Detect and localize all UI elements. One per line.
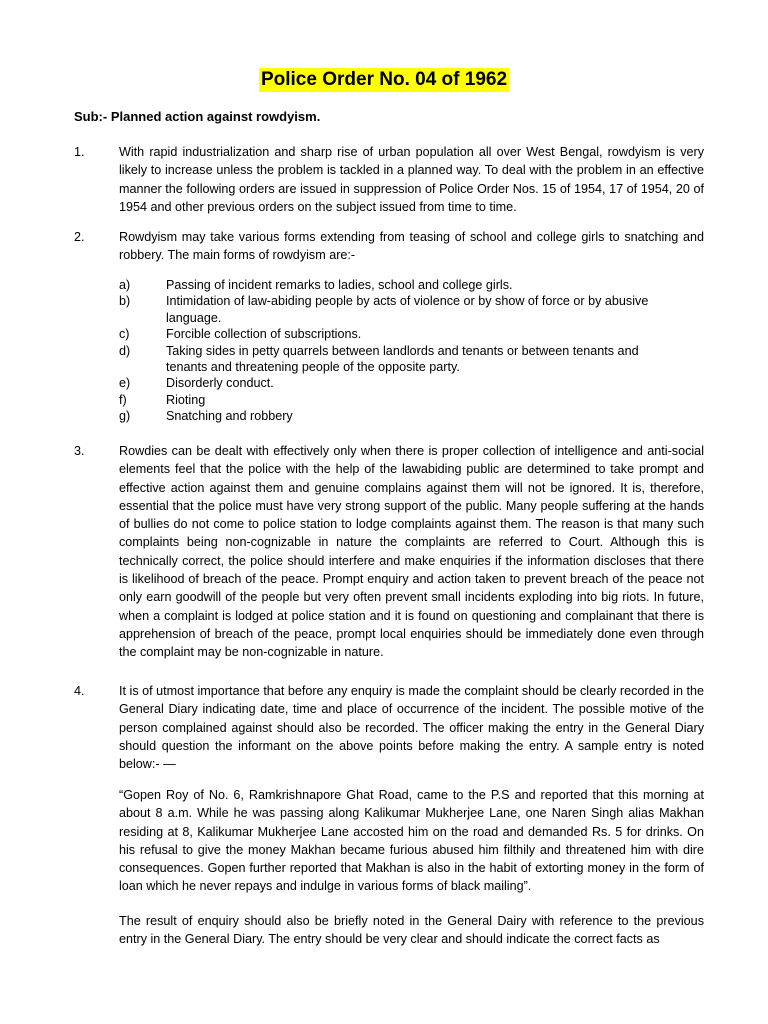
list-item-label: g) <box>119 409 131 424</box>
list-item-text: Passing of incident remarks to ladies, school and college girls. <box>166 278 513 292</box>
list-item-label: a) <box>119 278 131 292</box>
paragraph-3 <box>74 442 704 662</box>
rowdyism-forms-list <box>119 277 679 425</box>
paragraph-number: 4. <box>74 684 85 698</box>
list-item <box>119 293 679 326</box>
subject-line: Sub:- Planned action against rowdyism. <box>74 109 321 124</box>
list-item-text: Taking sides in petty quarrels between landlords and tenants or between tenants and tenants and threatening people of the opposite party. <box>166 343 639 375</box>
paragraph-text: Rowdyism may take various forms extending from teasing of school and college girls to snatching and robbery. The main forms of rowdyism are:- <box>119 230 704 263</box>
paragraph-number: 2. <box>74 230 85 244</box>
list-item-label: f) <box>119 392 127 407</box>
list-item-text: Disorderly conduct. <box>166 376 274 391</box>
result-paragraph: The result of enquiry should also be briefly noted in the General Dairy with reference to the previous entry in the General Diary. The entry should be very clear and should indicate the correct facts as <box>119 914 704 947</box>
list-item-label: b) <box>119 294 131 309</box>
sample-entry-quote: “Gopen Roy of No. 6, Ramkrishnapore Ghat Road, came to the P.S and reported that this morning at about 8 a.m. While he was passing along Kalikumar Mukherjee Lane, one Naren Singh alias Makhan residing at 8, Kalikumar Mukherjee Lane accosted him on the road and demanded Rs. 5 for drinks. On his refusal to give the money Makhan became furious abused him filthily and threatened him with dire consequences. Gopen further reported that Makhan is also in the habit of extorting money in the form of loan which he never repays and indulge in various forms of black mailing”. <box>119 788 704 894</box>
list-item-text: Forcible collection of subscriptions. <box>166 327 362 342</box>
list-item <box>119 343 679 376</box>
paragraph-number: 1. <box>74 145 85 159</box>
list-item <box>119 326 679 342</box>
title-container <box>0 68 768 92</box>
document-title: Police Order No. 04 of 1962 <box>260 69 508 90</box>
list-item <box>119 392 679 408</box>
list-item-text: Rioting <box>166 392 206 407</box>
list-item-label: c) <box>119 327 130 342</box>
list-item-label: d) <box>119 343 131 358</box>
paragraph-1 <box>74 143 704 216</box>
paragraph-4 <box>74 682 704 773</box>
paragraph-text: It is of utmost importance that before any enquiry is made the complaint should be clearly recorded in the General Diary indicating date, time and place of occurrence of the incident. The possible motive of the person complained against should also be recorded. The officer making the entry in the General Diary should question the informant on the above points before making the entry. A sample entry is noted below:- — <box>119 684 704 772</box>
paragraph-text: Rowdies can be dealt with effectively only when there is proper collection of intelligence and anti-social elements feel that the police with the help of the lawabiding public are determined to take prompt and effective action against them and genuine complains against them will not be ignored. It is, therefore, essential that the police must have very strong support of the public. Many people suffering at the hands of bullies do not come to police station to lodge complaints against them. The reason is that many such complaints being non-cognizable in nature the complaints are referred to Court. Although this is technically correct, the police should interfere and make enquiries if the information discloses that there is likelihood of breach of the peace. Prompt enquiry and action taken to prevent breach of the peace not only earn goodwill of the people but very often prevent small incidents exploding into big riots. In future, when a complaint is lodged at police station and it is found on questioning and complainant that there is apprehension of breach of the peace, prompt local enquiries should be immediately done even through the complaint may be non-cognizable in nature. <box>119 444 704 660</box>
paragraph-text: With rapid industrialization and sharp rise of urban population all over West Bengal, rowdyism is very likely to increase unless the problem is tackled in a planned way. To deal with the problem in an effective manner the following orders are issued in suppression of Police Order Nos. 15 of 1954, 17 of 1954, 20 of 1954 and other previous orders on the subject issued from time to time. <box>119 145 704 214</box>
paragraph-2 <box>74 228 704 265</box>
paragraph-number: 3. <box>74 444 85 458</box>
list-item <box>119 408 679 424</box>
list-item-label: e) <box>119 376 131 391</box>
list-item <box>119 375 679 391</box>
list-item-text: Intimidation of law-abiding people by acts of violence or by show of force or by abusive language. <box>166 294 649 325</box>
list-item-text: Snatching and robbery <box>166 409 293 424</box>
list-item <box>119 277 679 293</box>
